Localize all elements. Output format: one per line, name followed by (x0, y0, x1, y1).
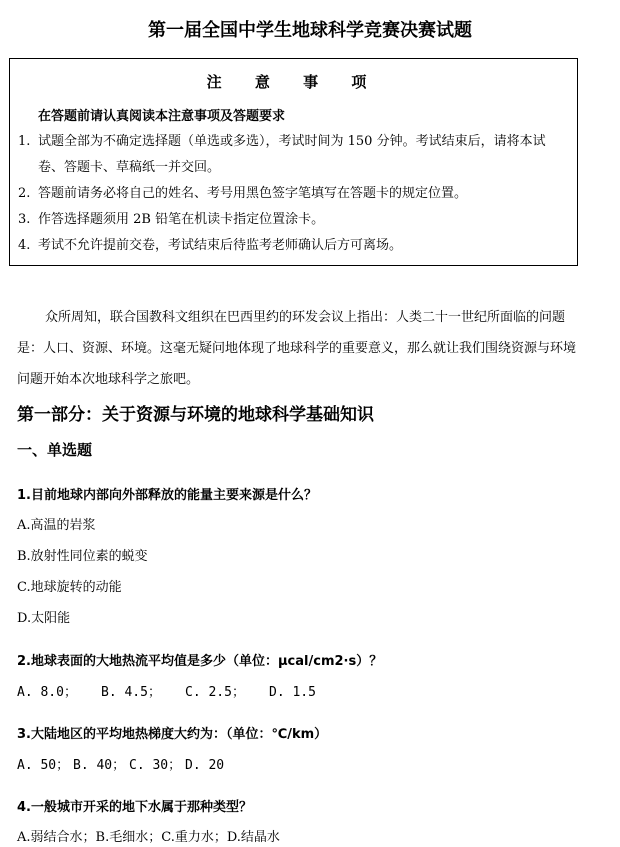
notice-subheading: 在答题前请认真阅读本注意事项及答题要求 (38, 109, 286, 124)
notice-item-number: 4. (18, 238, 31, 253)
question-4-option-a: A.弱结合水； (17, 830, 96, 845)
notice-list (18, 129, 566, 259)
question-4-option-b: B.毛细水； (95, 830, 162, 845)
notice-item-number: 2. (18, 186, 31, 201)
notice-item-number: 1. (18, 134, 31, 149)
notice-heading: 注 意 事 项 (206, 73, 381, 91)
question-4-option-c: C.重力水； (161, 830, 227, 845)
question-2-option-c: C. 2.5； (185, 685, 245, 700)
notice-item-number: 3. (18, 212, 31, 227)
notice-item-text: 考试不允许提前交卷，考试结束后待监考老师确认后方可离场。 (38, 238, 403, 253)
notice-item-text: 试题全部为不确定选择题（单选或多选），考试时间为 150 分钟。考试结束后，请将本试卷、答题卡、草稿纸一并交回。 (38, 134, 546, 175)
question-2-options (17, 681, 316, 700)
question-4-stem: 4.一般城市开采的地下水属于那种类型？ (17, 800, 252, 815)
question-3-option-b: B. 40； (73, 758, 126, 773)
question-4-options (17, 826, 280, 845)
question-2-option-a: A. 8.0； (17, 685, 77, 700)
question-1-option-a: A.高温的岩浆 (17, 518, 96, 533)
question-3-stem: 3.大陆地区的平均地热梯度大约为：（单位：℃/km） (17, 727, 328, 742)
notice-box (9, 58, 578, 266)
part-title: 第一部分：关于资源与环境的地球科学基础知识 (17, 405, 374, 425)
question-4-option-d: D.结晶水 (226, 830, 280, 845)
notice-item (18, 207, 566, 233)
question-1-option-c: C.地球旋转的动能 (17, 580, 122, 595)
notice-item (18, 181, 566, 207)
notice-item (18, 129, 566, 181)
question-2-option-d: D. 1.5 (269, 685, 316, 700)
question-2-option-b: B. 4.5； (101, 685, 161, 700)
notice-item-text: 答题前请务必将自己的姓名、考号用黑色签字笔填写在答题卡的规定位置。 (38, 186, 468, 201)
question-3-option-a: A. 50； (17, 758, 70, 773)
notice-item-text: 作答选择题须用 2B 铅笔在机读卡指定位置涂卡。 (38, 212, 325, 227)
question-3-options (17, 754, 224, 773)
question-1-option-b: B.放射性同位素的蜕变 (17, 549, 148, 564)
question-1-stem: 1.目前地球内部向外部释放的能量主要来源是什么？ (17, 488, 317, 503)
exam-title: 第一届全国中学生地球科学竞赛决赛试题 (148, 20, 472, 41)
question-3-option-c: C. 30； (129, 758, 182, 773)
question-3-option-d: D. 20 (185, 758, 225, 773)
intro-paragraph: 众所周知，联合国教科文组织在巴西里约的环发会议上指出：人类二十一世纪所面临的问题是：人口、资源、环境。这毫无疑问地体现了地球科学的重要意义，那么就让我们围绕资源与环境问题开始本次地球科学之旅吧。 (17, 310, 577, 387)
question-2-stem: 2.地球表面的大地热流平均值是多少（单位：μcal/cm2·s）？ (17, 654, 383, 669)
notice-item (18, 233, 566, 259)
section-title: 一、单选题 (17, 441, 93, 459)
question-1-option-d: D.太阳能 (17, 611, 71, 626)
